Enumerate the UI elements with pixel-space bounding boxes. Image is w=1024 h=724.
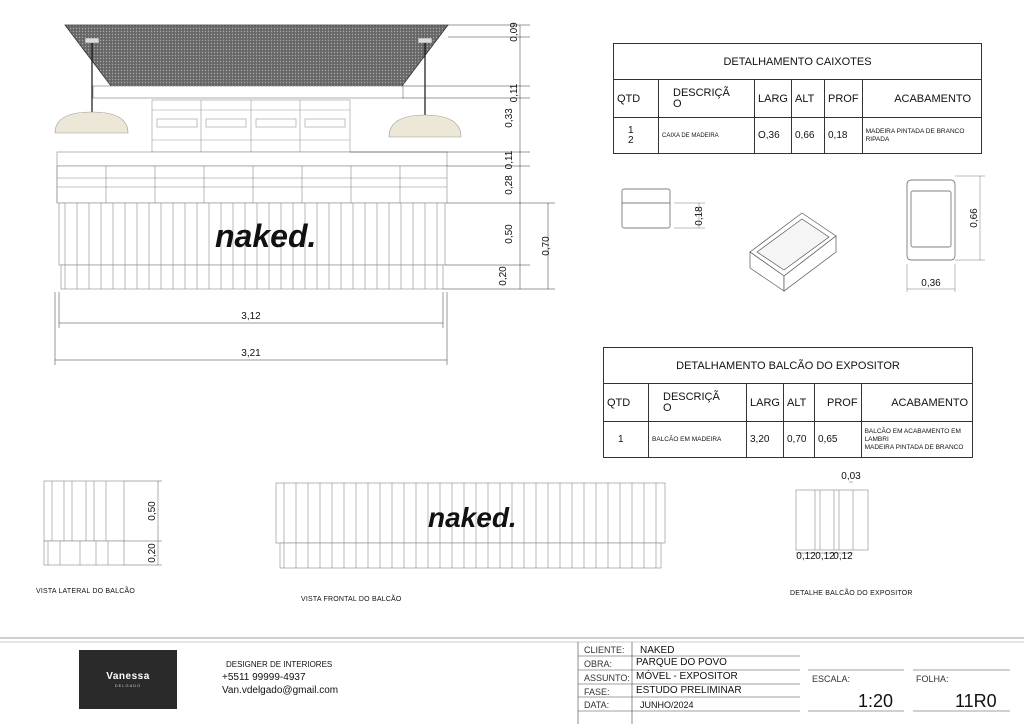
dim-base: 0,20	[498, 266, 509, 286]
counter-header-qtd: QTD	[604, 384, 649, 422]
counter-row-desc: BALCÃO EM MADEIRA	[649, 422, 747, 458]
cliente-value: NAKED	[640, 645, 675, 656]
counter-header-desc: DESCRIÇÃ O	[649, 384, 747, 422]
crates-stack	[152, 100, 350, 152]
counter-row-qtd: 1	[604, 422, 649, 458]
assunto-value: MÓVEL - EXPOSITOR	[636, 671, 738, 682]
designer-role: DESIGNER DE INTERIORES	[226, 660, 333, 669]
counter-table-title: DETALHAMENTO BALCÃO DO EXPOSITOR	[604, 348, 973, 384]
crates-row-qtd: 1 2	[614, 118, 659, 154]
cliente-label: CLIENTE:	[584, 645, 625, 655]
detail-dim-3: 0,12	[833, 551, 853, 562]
fase-value: ESTUDO PRELIMINAR	[636, 685, 742, 696]
designer-logo-sub: DELGADO	[114, 683, 142, 688]
dim-canopy: 0,09	[509, 22, 520, 42]
crates-header-larg: LARG	[755, 80, 792, 118]
dim-body: 0,50	[504, 224, 515, 244]
counter-header-larg: LARG	[747, 384, 784, 422]
lateral-dim-top: 0,50	[147, 501, 158, 521]
counter-table	[603, 347, 973, 458]
detail-view-drawing	[796, 482, 868, 553]
dim-top-board: 0,11	[504, 150, 515, 170]
crates-row-acab: MADEIRA PINTADA DE BRANCO RIPADA	[862, 118, 981, 154]
detail-dim-top: 0,03	[841, 471, 861, 482]
obra-label: OBRA:	[584, 659, 613, 669]
obra-value: PARQUE DO POVO	[636, 657, 727, 668]
detail-view-caption: DETALHE BALCÃO DO EXPOSITOR	[790, 590, 913, 597]
crate-depth-dim: 0,18	[694, 206, 705, 226]
dim-width-outer: 3,21	[241, 348, 261, 359]
designer-logo	[79, 650, 177, 709]
folha-label: FOLHA:	[916, 674, 949, 684]
dim-fascia: 0,11	[509, 83, 520, 103]
fase-label: FASE:	[584, 687, 610, 697]
crates-header-acab: ACABAMENTO	[862, 80, 981, 118]
crates-header-alt: ALT	[792, 80, 825, 118]
escala-label: ESCALA:	[812, 674, 851, 684]
counter-row-larg: 3,20	[747, 422, 784, 458]
lateral-dim-bottom: 0,20	[147, 543, 158, 563]
ceiling-canopy	[65, 25, 448, 98]
lateral-view-caption: VISTA LATERAL DO BALCÃO	[36, 588, 136, 595]
crates-header-qtd: QTD	[614, 80, 659, 118]
designer-email: Van.vdelgado@gmail.com	[222, 685, 339, 696]
detail-dim-2: 0,12	[815, 551, 835, 562]
crates-table	[613, 43, 982, 154]
counter-row-prof: 0,65	[815, 422, 862, 458]
dim-upper-band: 0,28	[504, 175, 515, 195]
counter-header-acab: ACABAMENTO	[861, 384, 972, 422]
lateral-view-drawing	[44, 481, 162, 565]
data-value: JUNHO/2024	[640, 700, 694, 710]
crates-row-prof: 0,18	[825, 118, 863, 154]
counter-row-alt: 0,70	[784, 422, 815, 458]
crate-width-dim: 0,36	[921, 278, 941, 289]
detail-dim-1: 0,12	[796, 551, 816, 562]
crates-header-desc: DESCRIÇÃ O	[659, 80, 755, 118]
designer-logo-name: Vanessa	[106, 671, 150, 682]
crates-table-title: DETALHAMENTO CAIXOTES	[614, 44, 982, 80]
crates-row-desc: CAIXA DE MADEIRA	[659, 118, 755, 154]
counter-row-acab: BALCÃO EM ACABAMENTO EM LAMBRI MADEIRA PINTADA DE BRANCO	[861, 422, 972, 458]
counter-logo: naked.	[215, 218, 317, 254]
dim-crates: 0,33	[504, 108, 515, 128]
designer-phone: +5511 99999-4937	[222, 672, 306, 683]
dim-width-inner: 3,12	[241, 311, 261, 322]
frontal-view-caption: VISTA FRONTAL DO BALCÃO	[301, 596, 402, 603]
dim-total-height: 0,70	[541, 236, 552, 256]
counter-header-prof: PROF	[815, 384, 862, 422]
escala-value: 1:20	[858, 691, 894, 711]
crates-row-alt: 0,66	[792, 118, 825, 154]
crate-height-dim: 0,66	[969, 208, 980, 228]
crates-row-larg: O,36	[755, 118, 792, 154]
assunto-label: ASSUNTO:	[584, 673, 630, 683]
data-label: DATA:	[584, 700, 610, 710]
counter-header-alt: ALT	[784, 384, 815, 422]
crate-iso-view	[750, 213, 836, 291]
folha-value: 11R0	[955, 691, 997, 711]
frontal-logo: naked.	[428, 502, 517, 533]
crate-front-view	[907, 176, 985, 292]
crates-header-prof: PROF	[825, 80, 863, 118]
crate-side-view	[622, 189, 705, 228]
